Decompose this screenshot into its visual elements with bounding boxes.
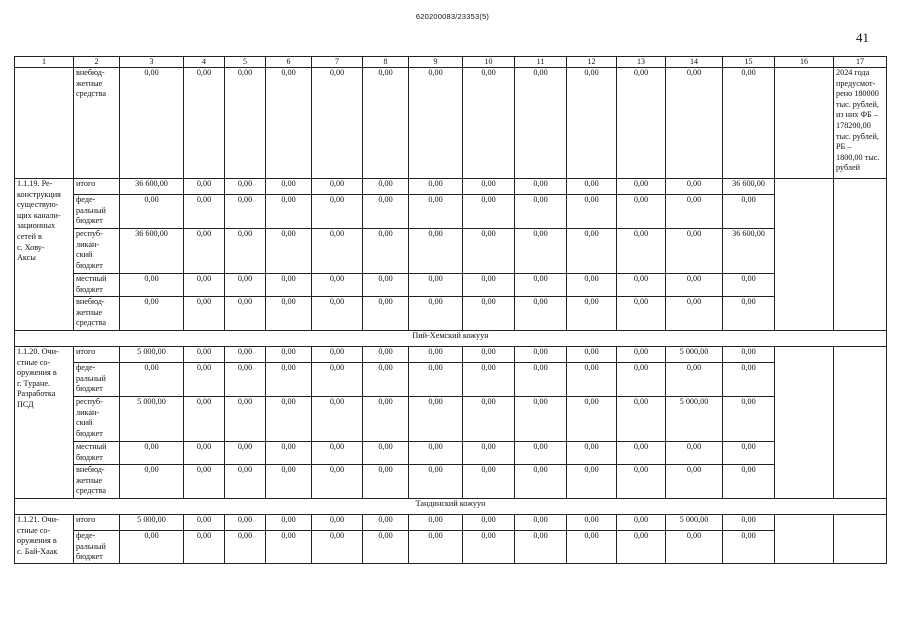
table-cell: 0,00: [409, 68, 463, 179]
column-header: 5: [225, 57, 266, 68]
table-cell: 0,00: [567, 195, 617, 229]
table-cell: 0,00: [515, 195, 567, 229]
table-cell: 0,00: [666, 363, 723, 397]
table-cell: 0,00: [617, 465, 666, 499]
table-cell: [834, 515, 887, 564]
table-cell: 0,00: [463, 465, 515, 499]
section-row: [15, 331, 887, 347]
table-cell: 0,00: [617, 297, 666, 331]
table-cell: 0,00: [225, 274, 266, 297]
table-cell: 0,00: [409, 363, 463, 397]
column-header: 4: [184, 57, 225, 68]
table-cell: 0,00: [312, 442, 363, 465]
table-cell: 0,00: [184, 397, 225, 442]
column-header: 6: [266, 57, 312, 68]
table-cell: 0,00: [312, 195, 363, 229]
table-cell: 5 000,00: [666, 515, 723, 531]
page-number: 41: [856, 30, 869, 45]
table-cell: 0,00: [184, 229, 225, 274]
table-body: [15, 57, 887, 564]
budget-table: [14, 56, 887, 564]
table-cell: 0,00: [225, 297, 266, 331]
table-cell: 0,00: [617, 179, 666, 195]
table-cell: 0,00: [567, 68, 617, 179]
table-cell: 0,00: [567, 229, 617, 274]
table-cell: 0,00: [184, 179, 225, 195]
table-cell: феде- ральный бюджет: [74, 195, 120, 229]
table-cell: 0,00: [120, 531, 184, 564]
table-cell: 0,00: [409, 397, 463, 442]
table-cell: 0,00: [666, 195, 723, 229]
table-cell: 0,00: [225, 531, 266, 564]
table-cell: 0,00: [409, 297, 463, 331]
table-cell: 0,00: [225, 515, 266, 531]
table-cell: 0,00: [666, 465, 723, 499]
table-cell: 0,00: [463, 179, 515, 195]
table-row: [15, 442, 887, 465]
table-cell: 0,00: [184, 68, 225, 179]
table-cell: 0,00: [409, 347, 463, 363]
table-cell: 0,00: [225, 68, 266, 179]
table-cell: 0,00: [515, 297, 567, 331]
table-cell: 0,00: [184, 347, 225, 363]
table-cell: 0,00: [463, 68, 515, 179]
table-cell: 0,00: [617, 274, 666, 297]
table-cell: внебюд- жетные средства: [74, 68, 120, 179]
table-cell: 0,00: [120, 68, 184, 179]
table-cell: 0,00: [184, 297, 225, 331]
table-cell: 0,00: [666, 274, 723, 297]
table-cell: 0,00: [225, 397, 266, 442]
table-cell: 0,00: [567, 465, 617, 499]
table-cell: феде- ральный бюджет: [74, 363, 120, 397]
table-cell: 0,00: [312, 274, 363, 297]
table-cell: респуб- ликан- ский бюджет: [74, 229, 120, 274]
table-cell: 0,00: [409, 195, 463, 229]
table-cell: 0,00: [363, 229, 409, 274]
table-cell: 0,00: [363, 515, 409, 531]
section-title: Пий-Хемский кожуун: [15, 331, 887, 347]
table-cell: 0,00: [617, 363, 666, 397]
table-cell: 36 600,00: [723, 179, 775, 195]
table-cell: 0,00: [463, 274, 515, 297]
table-cell: 5 000,00: [666, 347, 723, 363]
table-cell: [834, 347, 887, 499]
table-cell: 0,00: [567, 442, 617, 465]
table-cell: 0,00: [312, 515, 363, 531]
table-cell: 0,00: [723, 531, 775, 564]
table-cell: 0,00: [409, 274, 463, 297]
table-cell: 0,00: [312, 363, 363, 397]
table-cell: 0,00: [363, 347, 409, 363]
table-cell: 0,00: [266, 363, 312, 397]
table-cell: [775, 179, 834, 331]
table-row: [15, 347, 887, 363]
table-cell: 0,00: [120, 442, 184, 465]
table-cell: 0,00: [463, 347, 515, 363]
table-cell: 0,00: [409, 465, 463, 499]
table-cell: итого: [74, 347, 120, 363]
table-cell: 0,00: [225, 347, 266, 363]
column-header-row: [15, 57, 887, 68]
table-cell: внебюд- жетные средства: [74, 465, 120, 499]
table-cell: 0,00: [184, 515, 225, 531]
table-cell: 0,00: [723, 297, 775, 331]
column-header: 11: [515, 57, 567, 68]
table-cell: 0,00: [225, 195, 266, 229]
section-row: [15, 499, 887, 515]
table-cell: 0,00: [266, 229, 312, 274]
table-cell: 0,00: [184, 465, 225, 499]
table-row: [15, 274, 887, 297]
table-cell: 0,00: [120, 465, 184, 499]
table-cell: 0,00: [567, 531, 617, 564]
table-cell: 0,00: [312, 297, 363, 331]
table-cell: 0,00: [723, 442, 775, 465]
table-cell: [15, 68, 74, 179]
table-cell: 0,00: [184, 442, 225, 465]
table-cell: респуб- ликан- ский бюджет: [74, 397, 120, 442]
table-cell: [775, 68, 834, 179]
table-cell: 0,00: [463, 515, 515, 531]
table-cell: 0,00: [515, 465, 567, 499]
table-cell: 0,00: [225, 229, 266, 274]
column-header: 3: [120, 57, 184, 68]
table-cell: 0,00: [312, 229, 363, 274]
table-cell: внебюд- жетные средства: [74, 297, 120, 331]
table-cell: [775, 347, 834, 499]
table-cell: 0,00: [120, 297, 184, 331]
column-header: 1: [15, 57, 74, 68]
table-cell: 5 000,00: [120, 397, 184, 442]
table-cell: местный бюджет: [74, 442, 120, 465]
table-cell: 0,00: [363, 442, 409, 465]
table-cell: 0,00: [266, 531, 312, 564]
table-cell: 1.1.20. Очи- стные со- оружения в г. Туране. Разработка ПСД: [15, 347, 74, 499]
table-cell: 0,00: [723, 68, 775, 179]
table-cell: 0,00: [617, 195, 666, 229]
table-cell: 0,00: [266, 465, 312, 499]
table-cell: 0,00: [312, 347, 363, 363]
table-cell: 36 600,00: [723, 229, 775, 274]
table-cell: 0,00: [363, 363, 409, 397]
table-cell: 36 600,00: [120, 179, 184, 195]
table-cell: 0,00: [617, 229, 666, 274]
column-header: 10: [463, 57, 515, 68]
column-header: 9: [409, 57, 463, 68]
table-cell: 0,00: [617, 515, 666, 531]
table-cell: 0,00: [266, 515, 312, 531]
table-cell: 5 000,00: [120, 515, 184, 531]
table-cell: 0,00: [723, 465, 775, 499]
column-header: 7: [312, 57, 363, 68]
table-cell: 0,00: [666, 442, 723, 465]
table-cell: итого: [74, 179, 120, 195]
document-number: 620200083/23353(5): [415, 12, 490, 21]
table-cell: 0,00: [515, 363, 567, 397]
table-cell: 0,00: [363, 465, 409, 499]
table-row: [15, 195, 887, 229]
table-cell: 0,00: [515, 68, 567, 179]
table-cell: 0,00: [515, 274, 567, 297]
column-header: 17: [834, 57, 887, 68]
table-cell: 0,00: [567, 347, 617, 363]
table-cell: 0,00: [312, 179, 363, 195]
table-cell: 0,00: [266, 195, 312, 229]
table-cell: 0,00: [723, 195, 775, 229]
column-header: 8: [363, 57, 409, 68]
column-header: 16: [775, 57, 834, 68]
table-cell: 0,00: [363, 297, 409, 331]
table-cell: 0,00: [567, 179, 617, 195]
table-cell: 0,00: [567, 274, 617, 297]
table-cell: 0,00: [266, 442, 312, 465]
table-cell: 0,00: [225, 465, 266, 499]
table-cell: 0,00: [225, 363, 266, 397]
table-cell: 0,00: [463, 531, 515, 564]
table-cell: 0,00: [666, 179, 723, 195]
table-cell: 0,00: [409, 179, 463, 195]
table-row: [15, 229, 887, 274]
table-cell: 0,00: [266, 68, 312, 179]
table-cell: 2024 года предусмот- рено 180000 тыс. рублей, из них ФБ – 178200,00 тыс. рублей, РБ – 1800,00 тыс. рублей: [834, 68, 887, 179]
table-cell: 1.1.21. Очи- стные со- оружения в с. Бай-Хаак: [15, 515, 74, 564]
table-cell: 0,00: [266, 179, 312, 195]
table-cell: 0,00: [617, 531, 666, 564]
table-cell: 0,00: [225, 442, 266, 465]
table-cell: 0,00: [515, 347, 567, 363]
table-row: [15, 363, 887, 397]
table-row: [15, 515, 887, 531]
table-cell: итого: [74, 515, 120, 531]
table-cell: 0,00: [463, 397, 515, 442]
table-cell: 0,00: [723, 274, 775, 297]
table-cell: 0,00: [666, 297, 723, 331]
table-cell: 0,00: [463, 363, 515, 397]
section-title: Тандинский кожуун: [15, 499, 887, 515]
table-cell: 0,00: [409, 515, 463, 531]
table-cell: 0,00: [666, 229, 723, 274]
table-cell: [775, 515, 834, 564]
column-header: 2: [74, 57, 120, 68]
table-cell: 0,00: [312, 531, 363, 564]
table-cell: 0,00: [266, 397, 312, 442]
table-cell: 0,00: [567, 297, 617, 331]
table-cell: 0,00: [515, 531, 567, 564]
table-cell: 0,00: [312, 68, 363, 179]
table-cell: 0,00: [515, 442, 567, 465]
table-cell: [834, 179, 887, 331]
table-row: [15, 397, 887, 442]
column-header: 15: [723, 57, 775, 68]
table-cell: 0,00: [363, 274, 409, 297]
table-cell: 0,00: [120, 363, 184, 397]
table-cell: 0,00: [266, 274, 312, 297]
column-header: 12: [567, 57, 617, 68]
table-cell: 0,00: [567, 515, 617, 531]
table-cell: 0,00: [184, 531, 225, 564]
table-cell: феде- ральный бюджет: [74, 531, 120, 564]
table-cell: 0,00: [184, 195, 225, 229]
table-cell: 0,00: [363, 68, 409, 179]
table-cell: 0,00: [723, 397, 775, 442]
table-row: [15, 179, 887, 195]
table-cell: 0,00: [515, 397, 567, 442]
table-cell: 0,00: [363, 195, 409, 229]
table-row: [15, 68, 887, 179]
table-cell: 0,00: [617, 347, 666, 363]
table-cell: 0,00: [515, 179, 567, 195]
table-cell: 0,00: [266, 347, 312, 363]
table-cell: 0,00: [567, 363, 617, 397]
table-cell: 0,00: [363, 179, 409, 195]
table-cell: 0,00: [312, 397, 363, 442]
table-cell: 0,00: [463, 195, 515, 229]
table-cell: 0,00: [184, 363, 225, 397]
table-row: [15, 297, 887, 331]
table-cell: 0,00: [225, 179, 266, 195]
table-cell: 0,00: [312, 465, 363, 499]
table-cell: 0,00: [515, 515, 567, 531]
table-cell: 0,00: [184, 274, 225, 297]
table-cell: 0,00: [617, 397, 666, 442]
table-cell: 0,00: [567, 397, 617, 442]
table-cell: 0,00: [409, 229, 463, 274]
table-cell: 0,00: [666, 531, 723, 564]
table-cell: 0,00: [120, 195, 184, 229]
table-cell: 0,00: [723, 347, 775, 363]
table-cell: 0,00: [409, 442, 463, 465]
column-header: 13: [617, 57, 666, 68]
table-cell: 0,00: [515, 229, 567, 274]
table-cell: 5 000,00: [120, 347, 184, 363]
column-header: 14: [666, 57, 723, 68]
table-cell: 0,00: [617, 68, 666, 179]
table-cell: 0,00: [463, 442, 515, 465]
table-cell: 0,00: [409, 531, 463, 564]
table-cell: 0,00: [266, 297, 312, 331]
table-cell: местный бюджет: [74, 274, 120, 297]
table-cell: 0,00: [363, 397, 409, 442]
table-cell: 5 000,00: [666, 397, 723, 442]
table-cell: 0,00: [723, 363, 775, 397]
table-row: [15, 531, 887, 564]
table-cell: 0,00: [666, 68, 723, 179]
table-cell: 0,00: [363, 531, 409, 564]
table-cell: 0,00: [463, 297, 515, 331]
table-cell: 36 600,00: [120, 229, 184, 274]
table-cell: 0,00: [723, 515, 775, 531]
table-row: [15, 465, 887, 499]
table-cell: 1.1.19. Ре- конструкция существую- щих канали- зационных сетей в с. Хову- Аксы: [15, 179, 74, 331]
table-cell: 0,00: [617, 442, 666, 465]
table-cell: 0,00: [120, 274, 184, 297]
table-cell: 0,00: [463, 229, 515, 274]
